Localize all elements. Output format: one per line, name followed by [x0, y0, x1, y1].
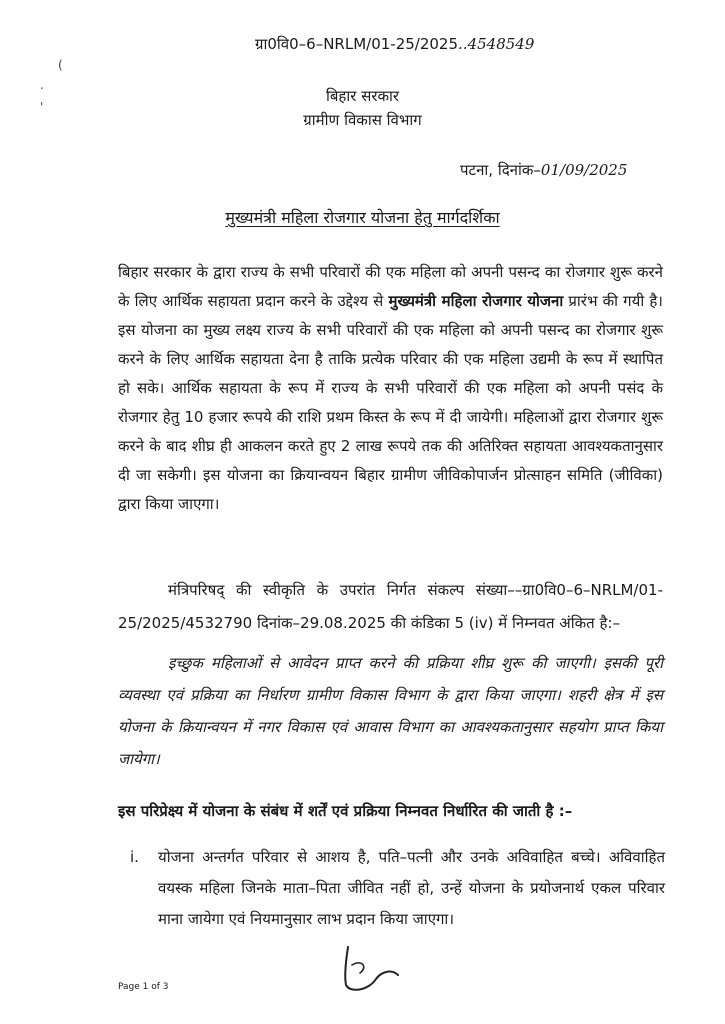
list-item-number: i.: [130, 848, 139, 866]
reference-handwritten-number: ..4548549: [458, 35, 535, 53]
date-label: पटना, दिनांक–: [460, 161, 541, 179]
page-number: Page 1 of 3: [118, 982, 169, 992]
margin-mark: (: [58, 58, 63, 72]
conditions-heading: इस परिप्रेक्ष्य में योजना के संबंध में शर्तें एवं प्रक्रिया निम्नवत निर्धारित की जाती है :–: [118, 802, 573, 820]
intro-paragraph: बिहार सरकार के द्वारा राज्य के सभी परिवारों की एक महिला को अपनी पसन्द का रोजगार शुरू करने के लिए आर्थिक सहायता प्रदान करने के उद्देश्य से मुख्यमंत्री महिला रोजगार योजना प्रारंभ की गयी है। इस योजना का मुख्य लक्ष्य राज्य के सभी परिवारों की एक महिला को अपनी पसन्द का रोजगार शुरू करने के लिए आर्थिक सहायता देना है ताकि प्रत्येक परिवार की एक महिला उद्यमी के रूप में स्थापित हो सके। आर्थिक सहायता के रूप में राज्य के सभी परिवारों की एक महिला को अपनी पसंद के रोजगार हेतु 10 हजार रूपये की राशि प्रथम किस्त के रूप में दी जायेगी। महिलाओं द्वारा रोजगार शुरू करने के बाद शीघ्र ही आकलन करते हुए 2 लाख रूपये तक की अतिरिक्त सहायता आवश्यकतानुसार दी जा सकेगी। इस योजना का क्रियान्वयन बिहार ग्रामीण जीविकोपार्जन प्रोत्साहन समिति (जीविका) द्वारा किया जाएगा।: [118, 263, 663, 513]
department-name: ग्रामीण विकास विभाग: [303, 111, 422, 129]
resolution-paragraph: मंत्रिपरिषद् की स्वीकृति के उपरांत निर्गत संकल्प संख्या––ग्रा0वि0–6–NRLM/01-25/2025/4532790 दिनांक–29.08.2025 की कंडिका 5 (iv) में निम्नवत अंकित है:–: [118, 581, 663, 632]
margin-mark: ': [40, 100, 44, 114]
document-title: मुख्यमंत्री महिला रोजगार योजना हेतु मार्गदर्शिका: [225, 208, 500, 227]
quoted-paragraph: इच्छुक महिलाओं से आवेदन प्राप्त करने की प्रक्रिया शीघ्र शुरू की जाएगी। इसकी पूरी व्यवस्था एवं प्रक्रिया का निर्धारण ग्रामीण विकास विभाग के द्वारा किया जाएगा। शहरी क्षेत्र में इस योजना के क्रियान्वयन में नगर विकास एवं आवास विभाग का आवश्यकतानुसार सहयोग प्राप्त किया जायेगा।: [118, 654, 663, 768]
reference-prefix: ग्रा0वि0–6–NRLM/01-25/2025: [255, 35, 459, 53]
scheme-name-bold: मुख्यमंत्री महिला रोजगार योजना: [388, 292, 564, 310]
reference-number: [255, 34, 534, 54]
signature-mark: [338, 945, 408, 995]
government-name: बिहार सरकार: [325, 87, 400, 105]
margin-mark: .: [40, 78, 44, 92]
date-line: [460, 160, 627, 180]
list-item-text: योजना अन्तर्गत परिवार से आशय है, पति–पत्नी और उनके अविवाहित बच्चे। अविवाहित वयस्क महिला जिनके माता–पिता जीवित नहीं हो, उन्हें योजना के प्रयोजनार्थ एकल परिवार माना जायेगा एवं नियमानुसार लाभ प्रदान किया जाएगा।: [158, 848, 665, 928]
date-value: 01/09/2025: [540, 161, 628, 179]
